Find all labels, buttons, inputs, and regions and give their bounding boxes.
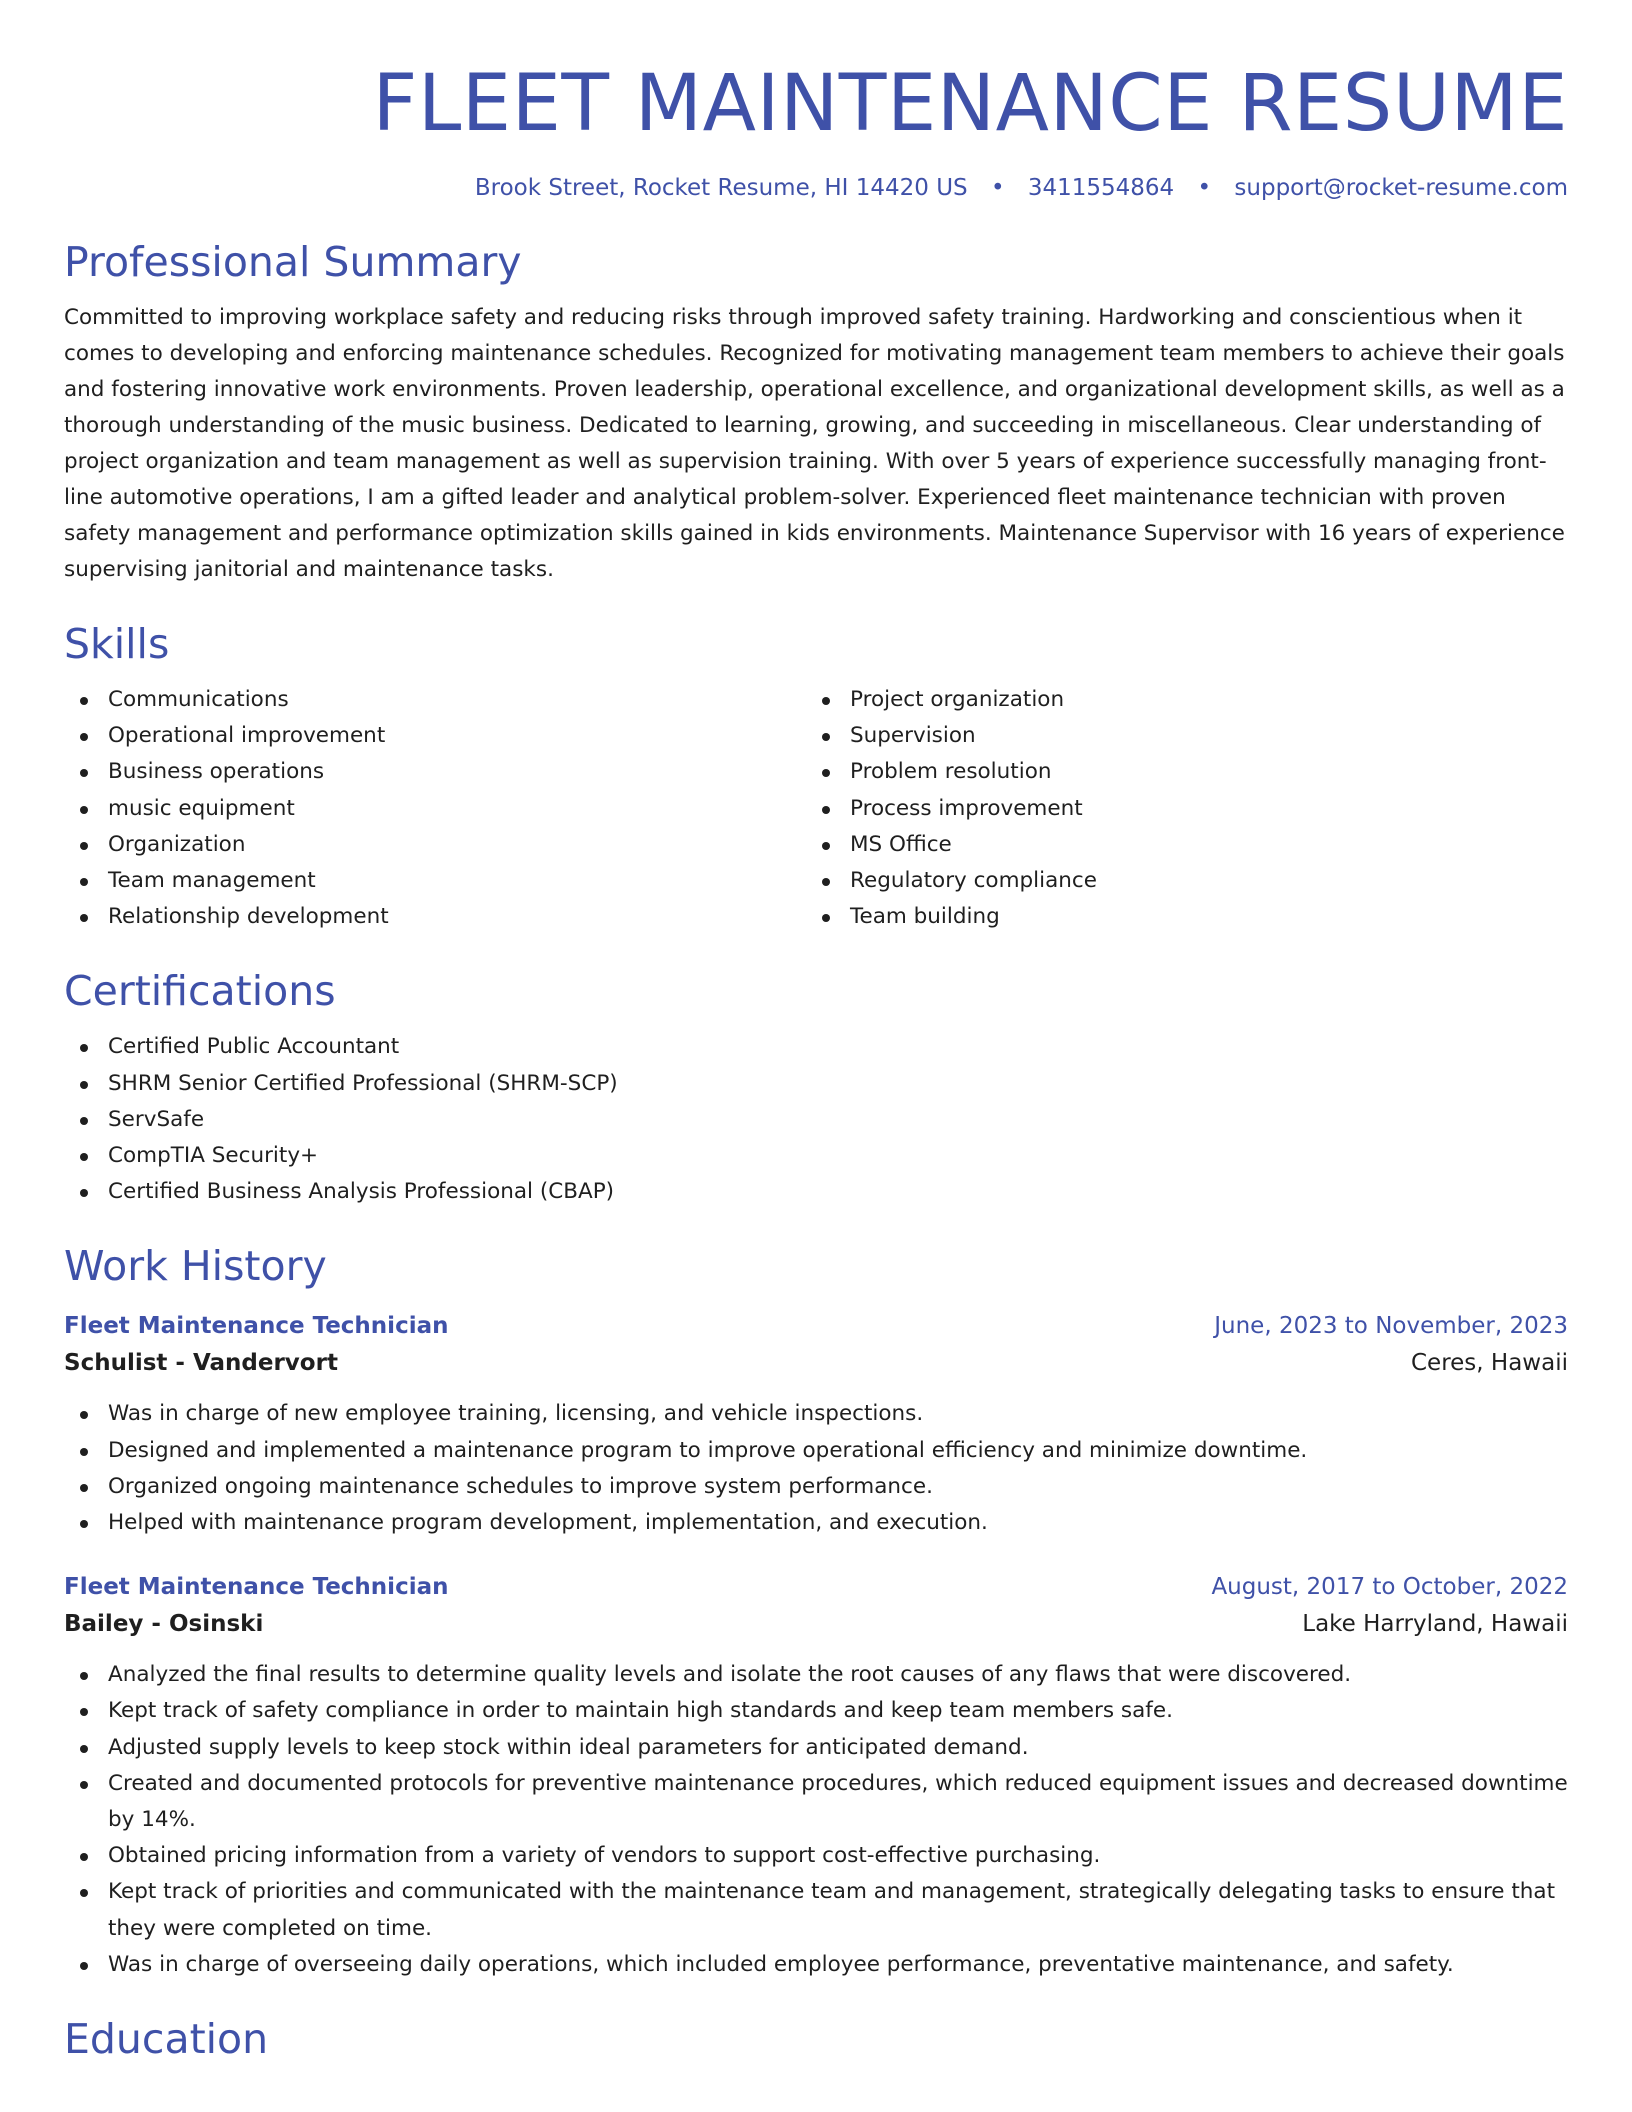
skill-item: Problem resolution (806, 754, 1548, 790)
skills-section (64, 616, 1568, 935)
job-location: Ceres, Hawaii (1411, 1350, 1568, 1377)
summary-section (64, 234, 1568, 588)
skill-item: Supervision (806, 718, 1548, 754)
summary-heading: Professional Summary (64, 238, 522, 286)
job-dates: August, 2017 to October, 2022 (1211, 1574, 1568, 1601)
summary-text: Committed to improving workplace safety and reducing risks through improved safety training. Hardworking and conscientious when it comes to developing and enforcing maintenance schedules. Recognized for motivating management team members to achieve their goals and fostering innovative work environments. Proven leadership, operational excellence, and organizational development skills, as well as a thorough understanding of the music business. Dedicated to learning, growing, and succeeding in miscellaneous. Clear understanding of project organization and team management as well as supervision training. With over 5 years of experience successfully managing front-line automotive operations, I am a gifted leader and analytical problem-solver. Experienced fleet maintenance technician with proven safety management and performance optimization skills gained in kids environments. Maintenance Supervisor with 16 years of experience supervising janitorial and maintenance tasks. (64, 305, 1565, 582)
job-bullets (64, 1657, 1568, 1983)
skill-item: Relationship development (64, 899, 806, 935)
skills-list-right (806, 682, 1548, 935)
job-title-row (64, 1569, 1568, 1605)
resume-title: FLEET MAINTENANCE RESUME (372, 59, 1568, 149)
skill-item: Organization (64, 827, 806, 863)
certification-item: Certified Public Accountant (64, 1029, 1568, 1065)
skill-item: Project organization (806, 682, 1548, 718)
job-entry (64, 1569, 1568, 1983)
skill-item: Operational improvement (64, 718, 806, 754)
education-heading: Education (64, 2015, 269, 2064)
certification-item: SHRM Senior Certified Professional (SHRM-SCP) (64, 1066, 1568, 1102)
education-section (64, 2011, 1568, 2067)
job-bullet: Created and documented protocols for preventive maintenance procedures, which reduced equipment issues and decreased downtime by 14%. (64, 1766, 1568, 1838)
job-title-row (64, 1308, 1568, 1344)
job-bullet: Obtained pricing information from a variety of vendors to support cost-effective purchasing. (64, 1838, 1568, 1874)
job-bullet: Kept track of safety compliance in order to maintain high standards and keep team members safe. (64, 1693, 1568, 1729)
certifications-list (64, 1029, 1568, 1210)
job-bullet: Was in charge of new employee training, licensing, and vehicle inspections. (64, 1396, 1568, 1432)
skill-item: Regulatory compliance (806, 863, 1548, 899)
job-bullet: Adjusted supply levels to keep stock within ideal parameters for anticipated demand. (64, 1730, 1568, 1766)
contact-address: Brook Street, Rocket Resume, HI 14420 US (474, 175, 968, 201)
skill-item: music equipment (64, 791, 806, 827)
work-history-heading: Work History (64, 1242, 327, 1291)
contact-line (64, 172, 1568, 204)
certification-item: CompTIA Security+ (64, 1138, 1568, 1174)
job-company: Schulist - Vandervort (64, 1350, 338, 1377)
job-bullet: Organized ongoing maintenance schedules to improve system performance. (64, 1469, 1568, 1505)
job-bullet: Designed and implemented a maintenance program to improve operational efficiency and minimize downtime. (64, 1433, 1568, 1469)
job-bullet: Kept track of priorities and communicated with the maintenance team and management, strategically delegating tasks to ensure that they were completed on time. (64, 1874, 1568, 1946)
contact-separator: • (1197, 175, 1212, 201)
contact-phone: 3411554864 (1027, 175, 1175, 201)
resume-page (64, 0, 1568, 2067)
certification-item: Certified Business Analysis Professional (CBAP) (64, 1174, 1568, 1210)
job-company-row (64, 1605, 1568, 1643)
skill-item: Process improvement (806, 791, 1548, 827)
work-history-section (64, 1238, 1568, 1983)
skills-list-left (64, 682, 806, 935)
job-bullets (64, 1396, 1568, 1541)
skill-item: Communications (64, 682, 806, 718)
certifications-heading: Certifications (64, 967, 336, 1016)
job-company-row (64, 1344, 1568, 1382)
job-dates: June, 2023 to November, 2023 (1214, 1313, 1568, 1340)
job-bullet: Helped with maintenance program development, implementation, and execution. (64, 1505, 1568, 1541)
certifications-section (64, 963, 1568, 1210)
resume-header (64, 0, 1568, 204)
skill-item: Business operations (64, 754, 806, 790)
contact-separator: • (990, 175, 1005, 201)
skill-item: MS Office (806, 827, 1548, 863)
skills-heading: Skills (64, 620, 170, 668)
certification-item: ServSafe (64, 1102, 1568, 1138)
job-bullet: Analyzed the final results to determine quality levels and isolate the root causes of any flaws that were discovered. (64, 1657, 1568, 1693)
job-company: Bailey - Osinski (64, 1611, 264, 1638)
job-location: Lake Harryland, Hawaii (1302, 1611, 1568, 1638)
job-title: Fleet Maintenance Technician (64, 1313, 449, 1340)
skills-columns (64, 682, 1568, 935)
job-entry (64, 1308, 1568, 1541)
skill-item: Team management (64, 863, 806, 899)
contact-email: support@rocket-resume.com (1234, 175, 1568, 201)
job-title: Fleet Maintenance Technician (64, 1574, 449, 1601)
job-bullet: Was in charge of overseeing daily operations, which included employee performance, preventative maintenance, and safety. (64, 1947, 1568, 1983)
skill-item: Team building (806, 899, 1548, 935)
